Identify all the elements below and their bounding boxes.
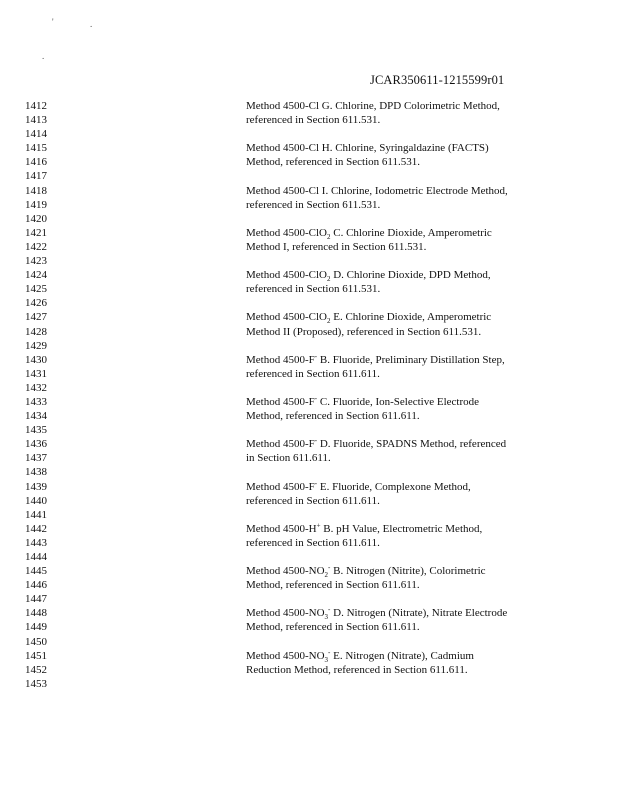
line-number: 1427 bbox=[25, 311, 47, 324]
line-number: 1414 bbox=[25, 128, 47, 141]
line-text: referenced in Section 611.611. bbox=[246, 494, 380, 507]
line-text: Method $4500-NO_2^-$ B. Nitrogen (Nitrite), Colorimetric bbox=[246, 563, 486, 580]
line-number: 1439 bbox=[25, 480, 47, 493]
line-number: 1416 bbox=[25, 156, 47, 169]
scan-speck: . bbox=[90, 19, 93, 29]
line-text: referenced in Section 611.531. bbox=[246, 283, 381, 296]
line-row bbox=[25, 99, 605, 113]
line-number: 1452 bbox=[25, 663, 47, 676]
line-number: 1443 bbox=[25, 536, 47, 549]
line-text: Method $4500-NO_3^-$ E. Nitrogen (Nitrate), Cadmium bbox=[246, 648, 474, 664]
line-row bbox=[25, 155, 605, 169]
line-number: 1445 bbox=[25, 565, 47, 578]
line-row bbox=[25, 367, 605, 381]
line-row bbox=[25, 522, 605, 536]
line-text: Method, referenced in Section 611.531. bbox=[246, 156, 421, 169]
line-text: Method 4500-ClO$_2$ D. Chlorine Dioxide, DPD Method, bbox=[246, 269, 491, 284]
line-number: 1412 bbox=[25, 100, 47, 112]
numbered-lines bbox=[25, 99, 605, 691]
line-number: 1440 bbox=[25, 494, 47, 507]
line-row bbox=[25, 169, 605, 183]
line-row bbox=[25, 325, 605, 339]
line-row bbox=[25, 268, 605, 282]
line-row bbox=[25, 564, 605, 578]
line-row bbox=[25, 663, 605, 677]
line-row bbox=[25, 240, 605, 254]
line-number: 1428 bbox=[25, 325, 47, 338]
line-text: Method I, referenced in Section 611.531. bbox=[246, 240, 427, 253]
line-text: Method 4500-F- B. Fluoride, Preliminary Distillation Step, bbox=[246, 352, 505, 366]
line-number: 1449 bbox=[25, 621, 47, 634]
line-text: Method 4500-Cl I. Chlorine, Iodometric Electrode Method, bbox=[246, 184, 508, 197]
line-number: 1450 bbox=[25, 635, 47, 648]
line-number: 1438 bbox=[25, 466, 47, 479]
line-row bbox=[25, 141, 605, 155]
line-row bbox=[25, 550, 605, 564]
line-row bbox=[25, 578, 605, 592]
line-number: 1413 bbox=[25, 114, 47, 127]
line-row bbox=[25, 480, 605, 494]
scan-speck: ' bbox=[52, 17, 54, 27]
line-number: 1448 bbox=[25, 607, 47, 620]
line-number: 1434 bbox=[25, 410, 47, 423]
line-number: 1420 bbox=[25, 212, 47, 225]
line-number: 1433 bbox=[25, 395, 47, 408]
line-row bbox=[25, 536, 605, 550]
line-row bbox=[25, 353, 605, 367]
line-number: 1430 bbox=[25, 353, 47, 366]
line-row bbox=[25, 339, 605, 353]
line-row bbox=[25, 465, 605, 479]
line-number: 1444 bbox=[25, 551, 47, 563]
line-number: 1424 bbox=[25, 269, 47, 282]
line-text: in Section 611.611. bbox=[246, 452, 331, 465]
line-number: 1425 bbox=[25, 283, 47, 296]
line-row bbox=[25, 184, 605, 198]
line-text: Method II (Proposed), referenced in Section 611.531. bbox=[246, 325, 482, 338]
line-row bbox=[25, 296, 605, 310]
line-text: Reduction Method, referenced in Section 611.611. bbox=[246, 663, 468, 676]
line-text: Method 4500-Cl G. Chlorine, DPD Colorimetric Method, bbox=[246, 100, 500, 112]
line-number: 1437 bbox=[25, 452, 47, 465]
line-row bbox=[25, 649, 605, 663]
line-number: 1451 bbox=[25, 649, 47, 662]
line-row bbox=[25, 451, 605, 465]
line-number: 1422 bbox=[25, 240, 47, 253]
line-number: 1435 bbox=[25, 424, 47, 437]
line-text: referenced in Section 611.531. bbox=[246, 198, 381, 211]
line-number: 1426 bbox=[25, 297, 47, 310]
line-text: Method 4500-H+ B. pH Value, Electrometric Method, bbox=[246, 521, 483, 535]
line-number: 1442 bbox=[25, 522, 47, 535]
line-number: 1415 bbox=[25, 142, 47, 155]
line-text: Method 4500-Cl H. Chlorine, Syringaldazine (FACTS) bbox=[246, 142, 489, 155]
line-text: Method 4500-F- D. Fluoride, SPADNS Method, referenced bbox=[246, 436, 507, 451]
line-number: 1423 bbox=[25, 255, 47, 268]
line-text: Method, referenced in Section 611.611. bbox=[246, 410, 420, 423]
line-row bbox=[25, 310, 605, 324]
line-row bbox=[25, 494, 605, 508]
line-text: Method, referenced in Section 611.611. bbox=[246, 579, 420, 592]
line-text: Method 4500-ClO$_2$ C. Chlorine Dioxide, Amperometric bbox=[246, 226, 492, 242]
line-row bbox=[25, 113, 605, 127]
line-row bbox=[25, 395, 605, 409]
scan-speck: . bbox=[42, 51, 45, 61]
line-row bbox=[25, 620, 605, 634]
line-number: 1447 bbox=[25, 593, 47, 606]
line-row bbox=[25, 409, 605, 423]
document-id-header: JCAR350611-1215599r01 bbox=[370, 73, 505, 87]
line-text: Method 4500-F- C. Fluoride, Ion-Selective Electrode bbox=[246, 394, 480, 408]
line-row bbox=[25, 592, 605, 606]
line-number: 1431 bbox=[25, 367, 47, 380]
line-number: 1441 bbox=[25, 508, 47, 521]
line-text: Method $4500-NO_3^-$ D. Nitrogen (Nitrate), Nitrate Electrode bbox=[246, 605, 508, 622]
line-row bbox=[25, 381, 605, 395]
line-row bbox=[25, 677, 605, 691]
line-number: 1421 bbox=[25, 226, 47, 239]
line-row bbox=[25, 226, 605, 240]
line-number: 1419 bbox=[25, 198, 47, 211]
line-row bbox=[25, 635, 605, 649]
line-row bbox=[25, 282, 605, 296]
line-number: 1446 bbox=[25, 579, 47, 592]
line-number: 1436 bbox=[25, 438, 47, 451]
line-row bbox=[25, 508, 605, 522]
line-row bbox=[25, 606, 605, 620]
line-row bbox=[25, 423, 605, 437]
line-row bbox=[25, 254, 605, 268]
line-text: referenced in Section 611.611. bbox=[246, 367, 380, 380]
line-number: 1417 bbox=[25, 170, 47, 183]
line-row bbox=[25, 127, 605, 141]
line-number: 1453 bbox=[25, 677, 47, 690]
line-text: referenced in Section 611.531. bbox=[246, 114, 381, 127]
line-number: 1429 bbox=[25, 339, 47, 352]
line-text: referenced in Section 611.611. bbox=[246, 536, 380, 549]
line-row bbox=[25, 198, 605, 212]
line-number: 1432 bbox=[25, 381, 47, 394]
line-row bbox=[25, 212, 605, 226]
line-text: Method 4500-ClO$_2$ E. Chlorine Dioxide, Amperometric bbox=[246, 311, 492, 326]
line-text: Method, referenced in Section 611.611. bbox=[246, 621, 420, 634]
line-text: Method 4500-F- E. Fluoride, Complexone Method, bbox=[246, 478, 471, 493]
line-number: 1418 bbox=[25, 184, 47, 197]
line-row bbox=[25, 437, 605, 451]
